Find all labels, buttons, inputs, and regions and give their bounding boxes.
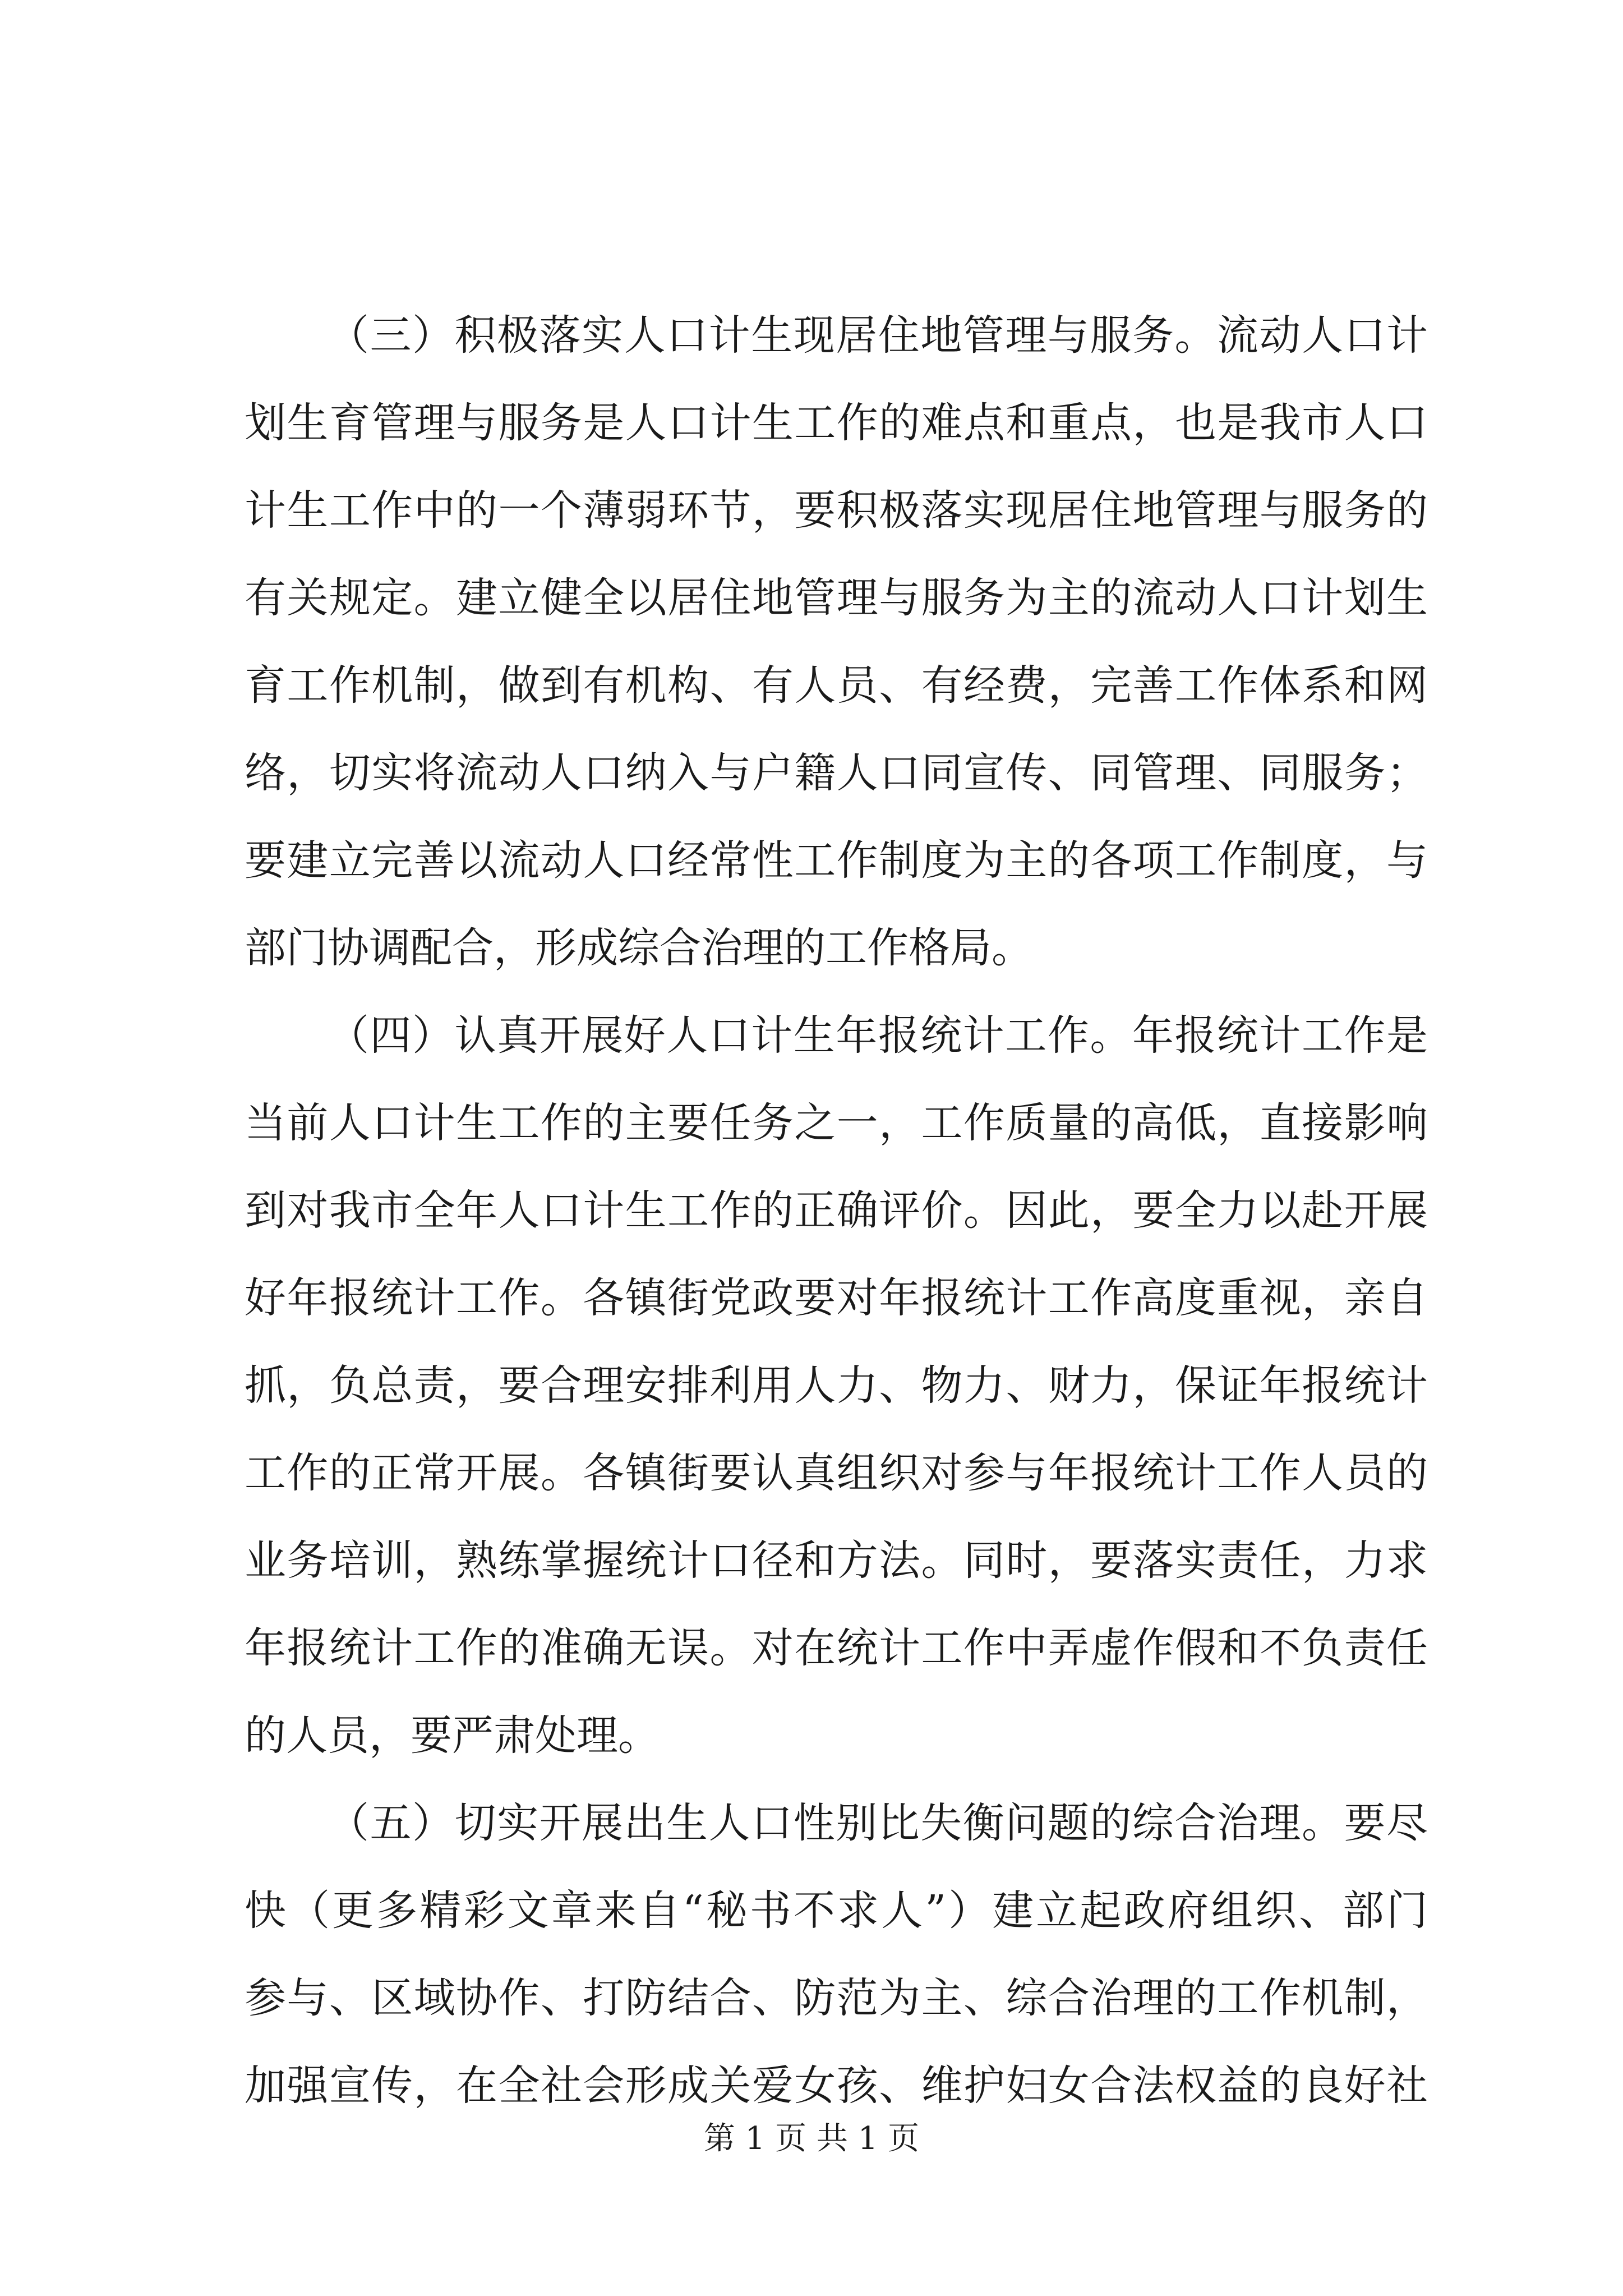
page-number-label: 第 1 页 共 1 页 [703,2120,920,2157]
text-line: 加强宣传，在全社会形成关爱女孩、维护妇女合法权益的良好社 [245,2062,1428,2110]
text-line: 业务培训，熟练掌握统计口径和方法。同时，要落实责任，力求 [245,1536,1428,1585]
text-line: 部门协调配合，形成综合治理的工作格局。 [245,924,1033,972]
text-line: 好年报统计工作。各镇街党政要对年报统计工作高度重视，亲自 [245,1274,1428,1322]
text-line: （五）切实开展出生人口性别比失衡问题的综合治理。要尽 [328,1799,1428,1847]
text-line: 工作的正常开展。各镇街要认真组织对参与年报统计工作人员的 [245,1449,1428,1497]
text-line: 要建立完善以流动人口经常性工作制度为主的各项工作制度，与 [245,836,1428,885]
text-line: 计生工作中的一个薄弱环节，要积极落实现居住地管理与服务的 [245,486,1428,535]
text-line: 有关规定。建立健全以居住地管理与服务为主的流动人口计划生 [245,574,1428,622]
text-line: 育工作机制，做到有机构、有人员、有经费，完善工作体系和网 [245,661,1428,710]
body-text [245,292,1428,2129]
text-line: （四）认真开展好人口计生年报统计工作。年报统计工作是 [328,1011,1428,1060]
text-line: 抓，负总责，要合理安排利用人力、物力、财力，保证年报统计 [245,1361,1428,1410]
text-line: 络，切实将流动人口纳入与户籍人口同宣传、同管理、同服务； [245,749,1428,797]
text-line: 的人员，要严肃处理。 [245,1711,660,1760]
text-line: 年报统计工作的准确无误。对在统计工作中弄虚作假和不负责任 [245,1624,1428,1672]
text-line: 快（更多精彩文章来自“秘书不求人”）建立起政府组织、部门 [245,1887,1428,1935]
text-line: 参与、区域协作、打防结合、防范为主、综合治理的工作机制， [245,1974,1428,2022]
text-line: （三）积极落实人口计生现居住地管理与服务。流动人口计 [328,311,1428,360]
page-footer [0,2119,1623,2159]
text-line: 当前人口计生工作的主要任务之一，工作质量的高低，直接影响 [245,1099,1428,1147]
text-line: 划生育管理与服务是人口计生工作的难点和重点，也是我市人口 [245,399,1428,447]
text-line: 到对我市全年人口计生工作的正确评价。因此，要全力以赴开展 [245,1186,1428,1235]
